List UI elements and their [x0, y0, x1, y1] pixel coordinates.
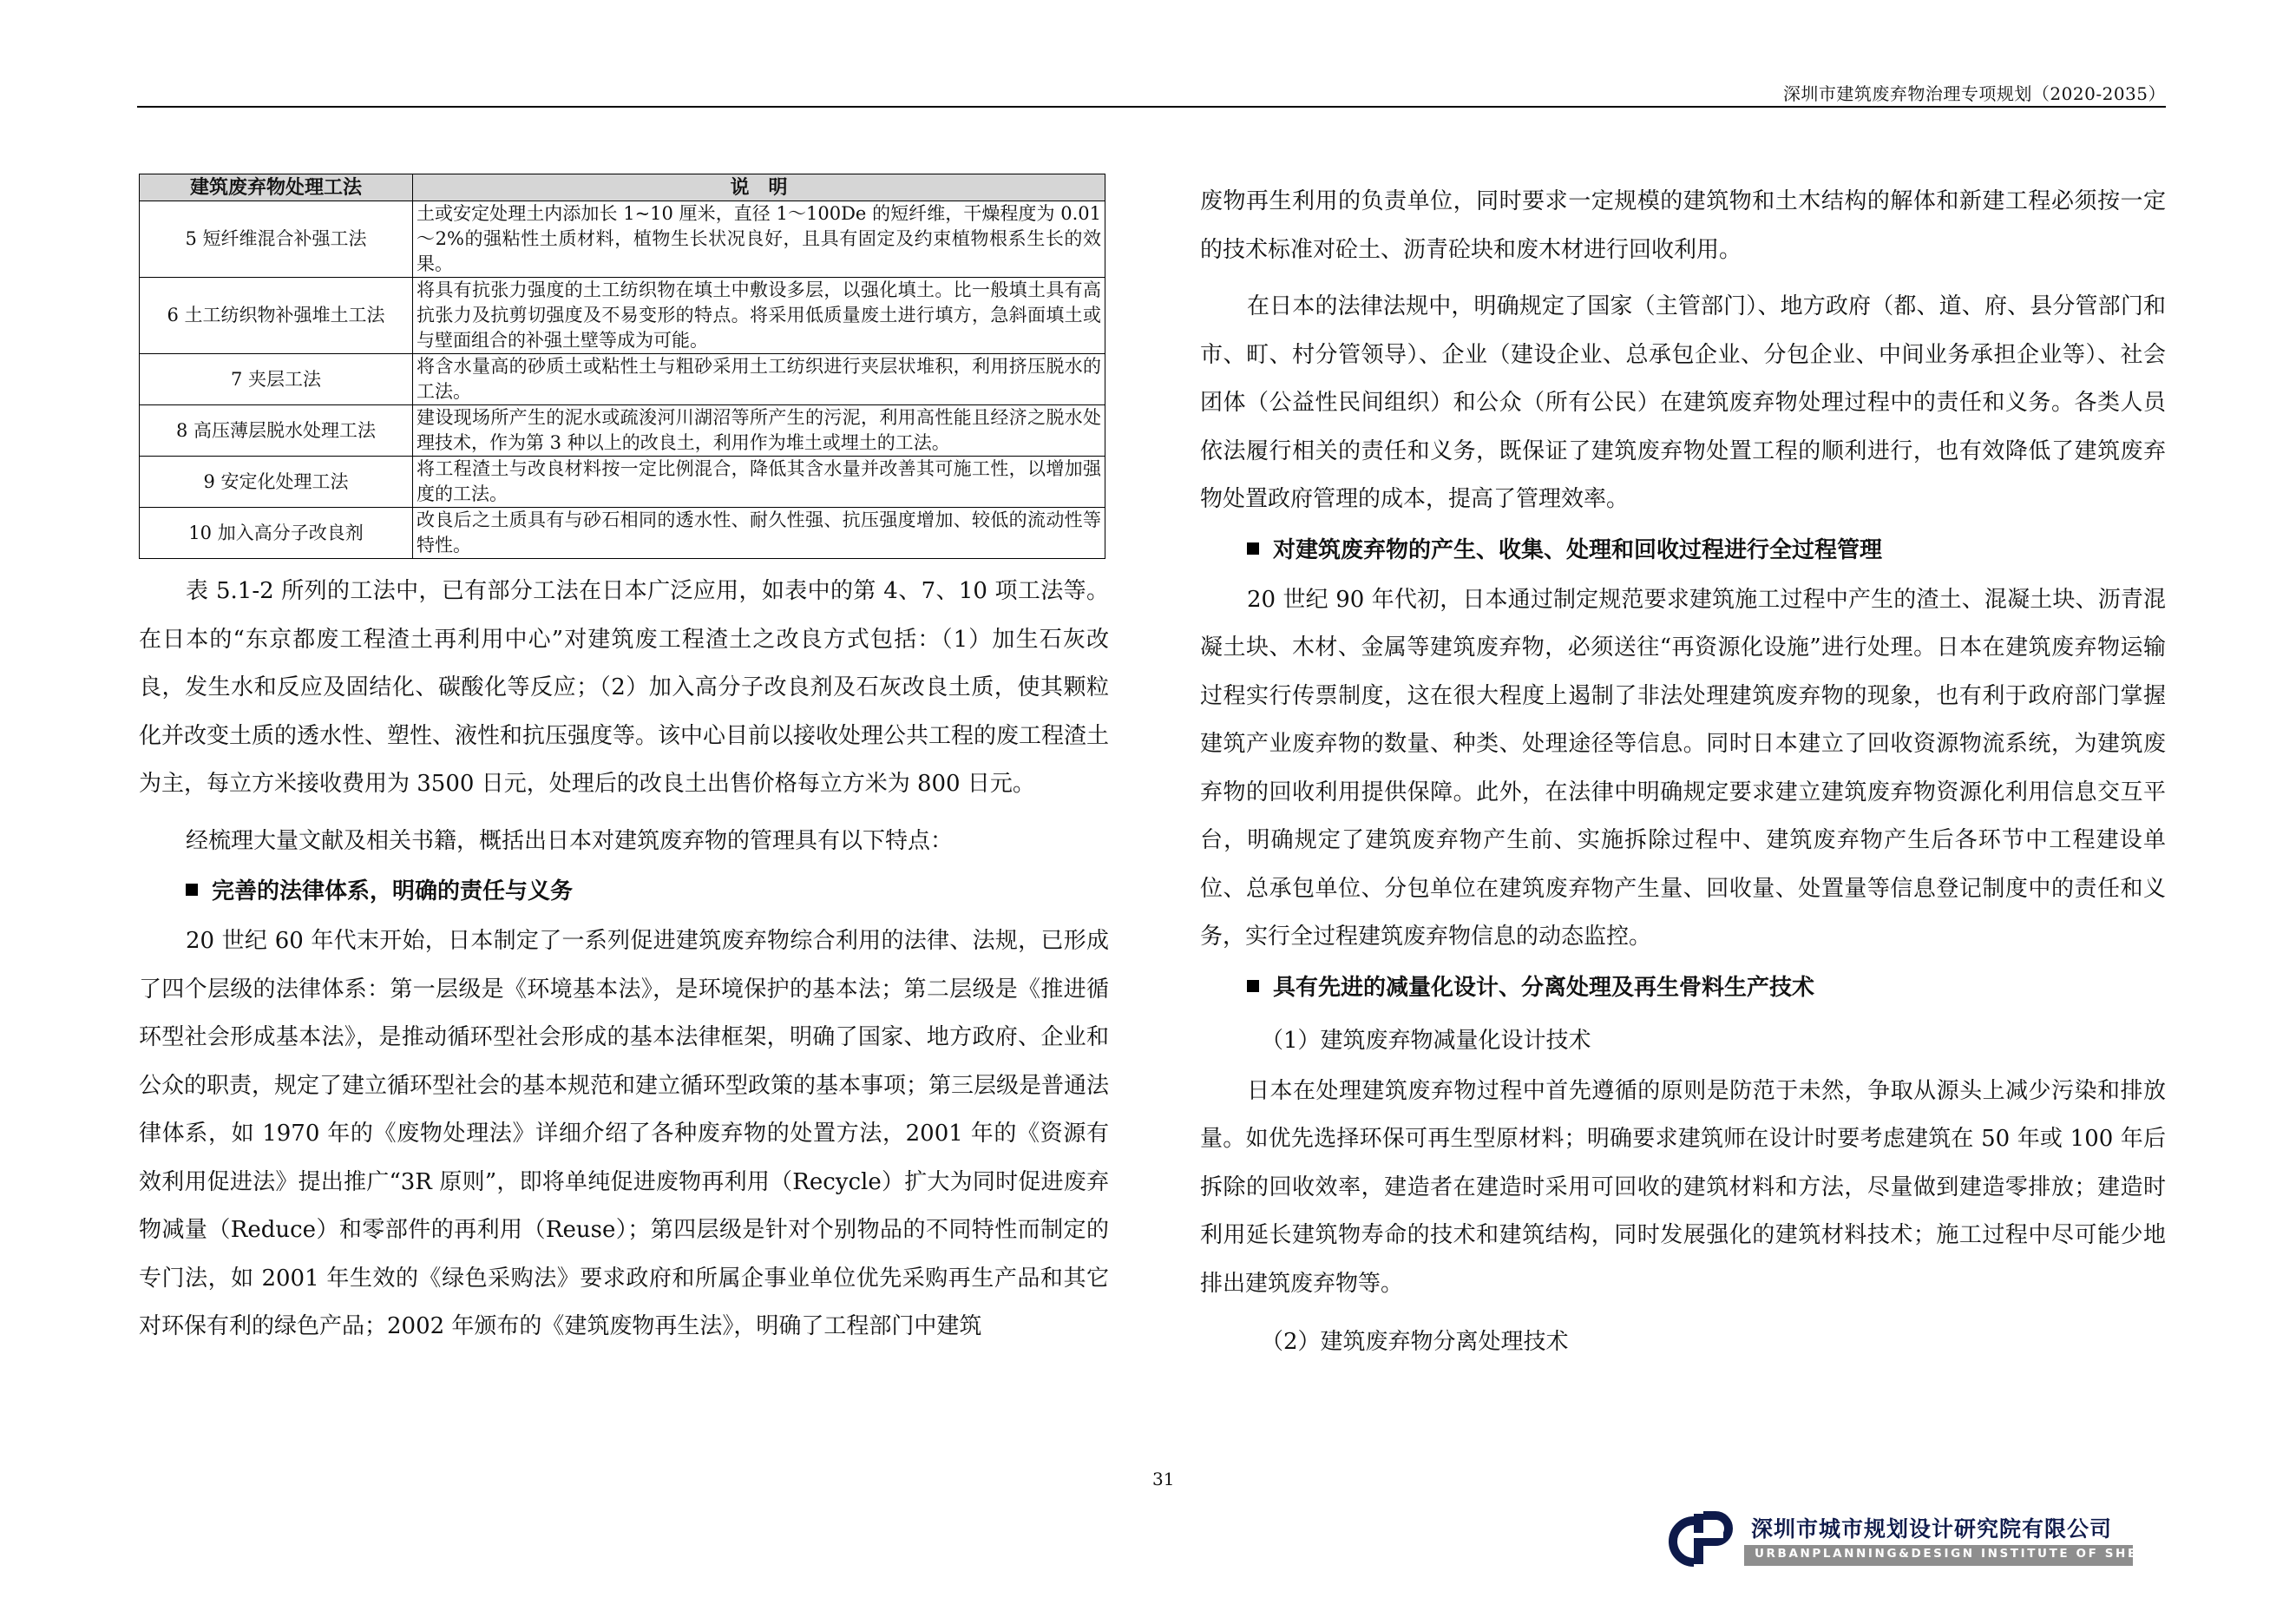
- table-header-desc: 说 明: [413, 174, 1105, 201]
- header-title: 深圳市建筑废弃物治理专项规划（2020-2035）: [1782, 83, 2166, 104]
- table-cell-desc: 建设现场所产生的泥水或疏浚河川湖沼等所产生的污泥，利用高性能且经济之脱水处理技术，作为第 3 种以上的改良土，利用作为堆土或埋土的工法。: [413, 405, 1105, 457]
- table-row: [140, 405, 1105, 457]
- paragraph: 在日本的法律法规中，明确规定了国家（主管部门）、地方政府（都、道、府、县分管部门和市、町、村分管领导）、企业（建设企业、总承包企业、分包企业、中间业务承担企业等）、社会团体（公益性民间组织）和公众（所有公民）在建筑废弃物处理过程中的责任和义务。各类人员依法履行相关的责任和义务，既保证了建筑废弃物处置工程的顺利进行，也有效降低了建筑废弃物处置政府管理的成本，提高了管理效率。: [1200, 293, 2166, 512]
- section-heading: [1200, 962, 2166, 1014]
- square-bullet-icon: [186, 884, 198, 896]
- table-cell-desc: 将具有抗张力强度的土工纺织物在填土中敷设多层，以强化填土。比一般填土具有高抗张力及抗剪切强度及不易变形的特点。将采用低质量废土进行填方，急斜面填土或与壁面组合的补强土壁等成为可能。: [413, 278, 1105, 354]
- square-bullet-icon: [1247, 542, 1259, 555]
- methods-table: [139, 174, 1105, 559]
- table-row: [140, 278, 1105, 354]
- table-cell-method: 9 安定化处理工法: [140, 457, 413, 508]
- table-header-method: 建筑废弃物处理工法: [140, 174, 413, 201]
- header-rule: [137, 106, 2166, 108]
- table-row: [140, 354, 1105, 405]
- page-number: 31: [1152, 1469, 1175, 1489]
- institute-logo: [1664, 1509, 2195, 1587]
- table-cell-method: 8 高压薄层脱水处理工法: [140, 405, 413, 457]
- table-header-row: [140, 174, 1105, 201]
- section-heading-text: 具有先进的减量化设计、分离处理及再生骨料生产技术: [1273, 974, 1815, 1001]
- institute-name-en: URBANPLANNING&DESIGN INSTITUTE OF SHENZHEN: [1755, 1547, 2195, 1561]
- table-cell-method: 10 加入高分子改良剂: [140, 508, 413, 559]
- paragraph: 表 5.1-2 所列的工法中，已有部分工法在日本广泛应用，如表中的第 4、7、10 项工法等。在日本的“东京都废工程渣土再利用中心”对建筑废工程渣土之改良方式包括：（1）加生石灰改良，发生水和反应及固结化、碳酸化等反应；（2）加入高分子改良剂及石灰改良土质，使其颗粒化并改变土质的透水性、塑性、液性和抗压强度等。该中心目前以接收处理公共工程的废工程渣土为主，每立方米接收费用为 3500 日元，处理后的改良土出售价格每立方米为 800 日元。: [139, 578, 1110, 797]
- right-column: [1200, 178, 2166, 1369]
- square-bullet-icon: [1247, 980, 1259, 992]
- institute-name-cn: 深圳市城市规划设计研究院有限公司: [1751, 1516, 2113, 1542]
- paragraph: 20 世纪 90 年代初，日本通过制定规范要求建筑施工过程中产生的渣土、混凝土块、沥青混凝土块、木材、金属等建筑废弃物，必须送往“再资源化设施”进行处理。日本在建筑废弃物运输过程实行传票制度，这在很大程度上遏制了非法处理建筑废弃物的现象，也有利于政府部门掌握建筑产业废弃物的数量、种类、处理途径等信息。同时日本建立了回收资源物流系统，为建筑废弃物的回收利用提供保障。此外，在法律中明确规定要求建立建筑废弃物资源化利用信息交互平台，明确规定了建筑废弃物产生前、实施拆除过程中、建筑废弃物产生后各环节中工程建设单位、总承包单位、分包单位在建筑废弃物产生量、回收量、处置量等信息登记制度中的责任和义务，实行全过程建筑废弃物信息的动态监控。: [1200, 586, 2166, 950]
- table-row: [140, 457, 1105, 508]
- table-cell-desc: 将工程渣土与改良材料按一定比例混合，降低其含水量并改善其可施工性，以增加强度的工法。: [413, 457, 1105, 508]
- section-heading-text: 对建筑废弃物的产生、收集、处理和回收过程进行全过程管理: [1273, 536, 1883, 563]
- left-column: [139, 174, 1109, 1351]
- section-heading: [139, 865, 1109, 917]
- table-row: [140, 508, 1105, 559]
- table-cell-method: 5 短纤维混合补强工法: [140, 201, 413, 278]
- table-cell-desc: 土或安定处理土内添加长 1~10 厘米，直径 1～100De 的短纤维，干燥程度为 0.01～2%的强粘性土质材料，植物生长状况良好，且具有固定及约束植物根系生长的效果。: [413, 201, 1105, 278]
- table-cell-method: 6 土工纺织物补强堆土工法: [140, 278, 413, 354]
- paragraph: 经梳理大量文献及相关书籍，概括出日本对建筑废弃物的管理具有以下特点：: [186, 827, 954, 854]
- subsection-heading: （2）建筑废弃物分离处理技术: [1261, 1329, 1569, 1355]
- paragraph: 20 世纪 60 年代末开始，日本制定了一系列促进建筑废弃物综合利用的法律、法规，已形成了四个层级的法律体系：第一层级是《环境基本法》，是环境保护的基本法；第二层级是《推进循环型社会形成基本法》，是推动循环型社会形成的基本法律框架，明确了国家、地方政府、企业和公众的职责，规定了建立循环型社会的基本规范和建立循环型政策的基本事项；第三层级是普通法律体系，如 1970 年的《废物处理法》详细介绍了各种废弃物的处置方法，2001 年的《资源有效利用促进法》提出推广“3R 原则”，即将单纯促进废物再利用（Recycle）扩大为同时促进废弃物减量（Reduce）和零部件的再利用（Reuse）；第四层级是针对个别物品的不同特性而制定的专门法，如 2001 年生效的《绿色采购法》要求政府和所属企事业单位优先采购再生产品和其它对环保有利的绿色产品；2002 年颁布的《建筑废物再生法》，明确了工程部门中建筑: [139, 928, 1110, 1339]
- section-heading-text: 完善的法律体系，明确的责任与义务: [212, 878, 574, 904]
- institute-logo-mark-icon: [1664, 1509, 1735, 1569]
- table-cell-desc: 改良后之土质具有与砂石相同的透水性、耐久性强、抗压强度增加、较低的流动性等特性。: [413, 508, 1105, 559]
- paragraph: 日本在处理建筑废弃物过程中首先遵循的原则是防范于未然，争取从源头上减少污染和排放量。如优先选择环保可再生型原材料；明确要求建筑师在设计时要考虑建筑在 50 年或 100 年后拆除的回收效率，建造者在建造时采用可回收的建筑材料和方法，尽量做到建造零排放；建造时利用延长建筑物寿命的技术和建筑结构，同时发展强化的建筑材料技术；施工过程中尽可能少地排出建筑废弃物等。: [1200, 1077, 2166, 1297]
- table-row: [140, 201, 1105, 278]
- subsection-heading: （1）建筑废弃物减量化设计技术: [1261, 1027, 1591, 1054]
- section-heading: [1200, 524, 2166, 576]
- table-cell-method: 7 夹层工法: [140, 354, 413, 405]
- table-cell-desc: 将含水量高的砂质土或粘性土与粗砂采用土工纺织进行夹层状堆积，利用挤压脱水的工法。: [413, 354, 1105, 405]
- paragraph: 废物再生利用的负责单位，同时要求一定规模的建筑物和土木结构的解体和新建工程必须按一定的技术标准对砼土、沥青砼块和废木材进行回收利用。: [1200, 188, 2166, 263]
